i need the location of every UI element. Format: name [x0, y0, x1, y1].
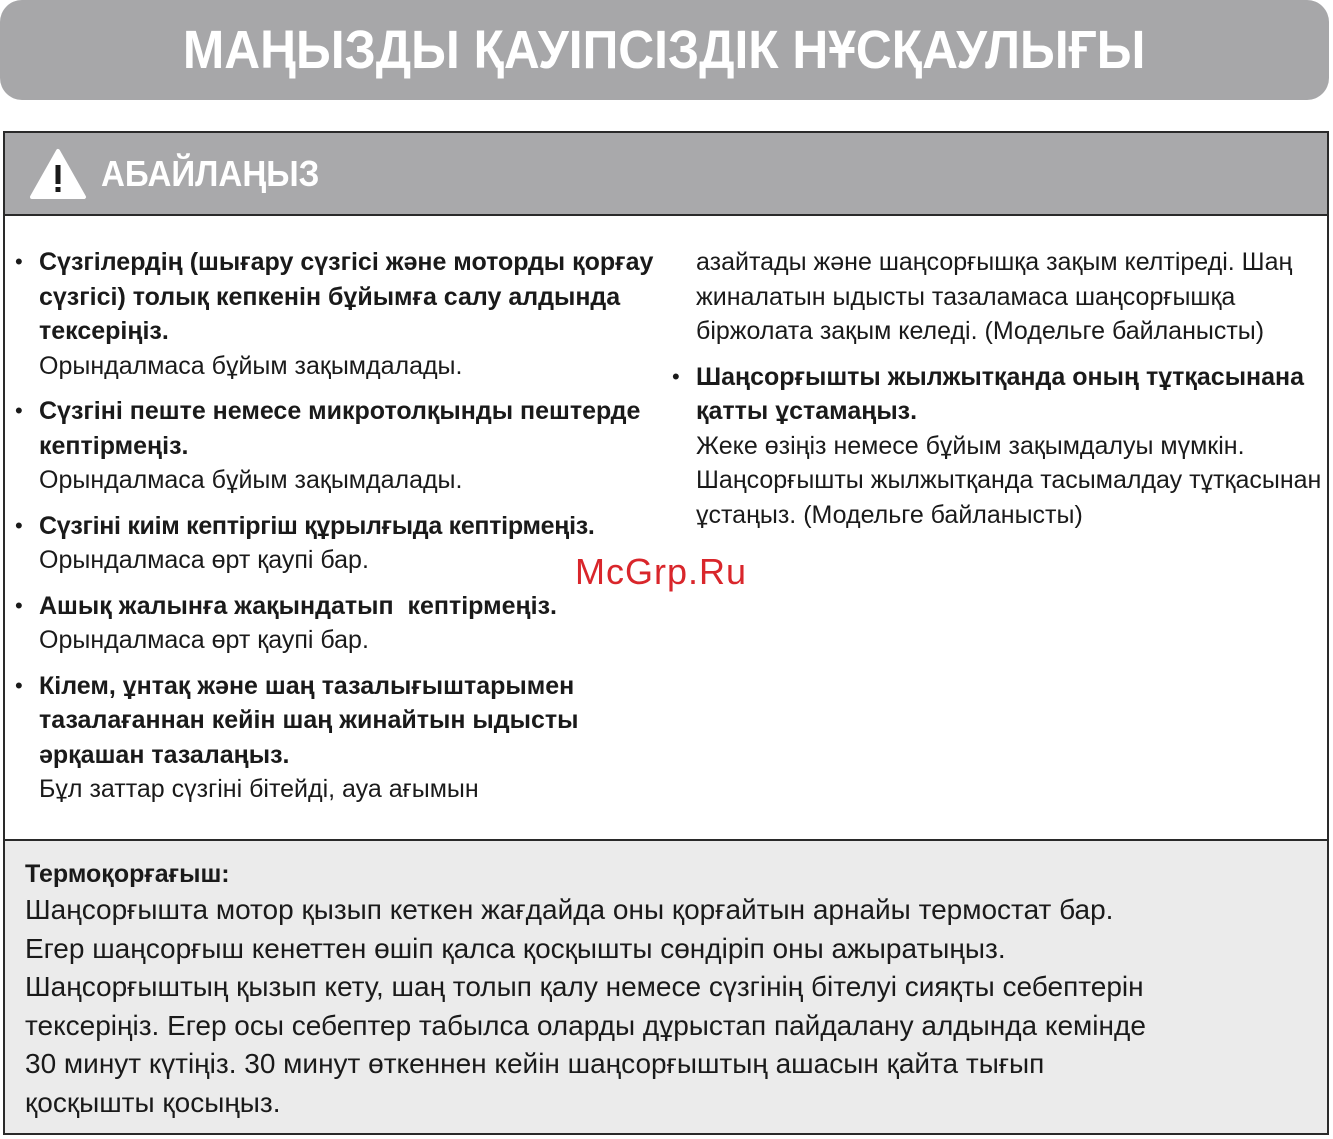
item-heading: Ашық жалынға жақындатып кептірмеңіз.	[39, 591, 557, 620]
bullet: •	[15, 398, 23, 423]
list-item	[13, 669, 678, 807]
warning-triangle-icon	[29, 148, 87, 200]
list-item	[13, 394, 678, 498]
page-title: МАҢЫЗДЫ ҚАУІПСІЗДІК НҰСҚАУЛЫҒЫ	[183, 20, 1146, 80]
thermo-line: қосқышты қосыңыз.	[25, 1086, 281, 1118]
list-item	[13, 509, 678, 578]
bullet: •	[15, 512, 23, 538]
thermo-line: 30 минут күтіңіз. 30 минут өткеннен кейін шаңсорғыштың ашасын қайта тығып	[25, 1048, 1045, 1079]
item-heading: Кілем, ұнтақ және шаң тазалығыштарымен тазалағаннан кейін шаң жинайтын ыдысты әрқашан тазалаңыз.	[39, 671, 579, 769]
thermo-line: Егер шаңсорғыш кенеттен өшіп қалса қосқышты сөндіріп оны ажыратыңыз.	[25, 932, 1006, 964]
title-banner	[0, 0, 1329, 100]
thermo-heading: Термоқорғағыш:	[25, 860, 230, 888]
item-body-note: Шаңсорғышты жылжытқанда тасымалдау тұтқасынан ұстаңыз. (Модельге байланысты)	[696, 466, 1322, 529]
item-heading: Сүзгіні киім кептіргіш құрылғыда кептірмеңіз.	[39, 511, 595, 540]
thermal-protector-note	[5, 839, 1327, 1133]
thermo-line: тексеріңіз. Егер осы себептер табылса оларды дұрыстап пайдалану алдында кемінде	[25, 1009, 1146, 1041]
caution-header	[5, 133, 1327, 216]
item-heading: Сүзгілердің (шығару сүзгісі және моторды қорғау сүзгісі) толық кепкенін бұйымға салу алдында тексеріңіз.	[39, 248, 654, 345]
thermo-line: Шаңсорғыштың қызып кету, шаң толып қалу немесе сүзгінің бітелуі сияқты себептерін	[25, 971, 1144, 1002]
caution-box	[3, 131, 1329, 1135]
bullet: •	[672, 363, 680, 389]
list-item	[670, 360, 1325, 533]
item-heading: Сүзгіні пеште немесе микротолқынды пештерде кептірмеңіз.	[39, 397, 641, 460]
item-body: Орындалмаса өрт қаупі бар.	[39, 546, 369, 574]
item-body: Орындалмаса өрт қаупі бар.	[39, 626, 369, 654]
bullet: •	[15, 249, 23, 274]
list-item	[13, 589, 678, 658]
list-item	[13, 245, 678, 383]
item-body-continued: азайтады және шаңсорғышқа зақым келтіреді. Шаң жиналатын ыдысты тазаламаса шаңсорғышқа біржолата зақым келеді. (Модельге байланысты)	[696, 248, 1293, 345]
item-body: Орындалмаса бұйым зақымдалады.	[39, 466, 463, 494]
thermo-line: Шаңсорғышта мотор қызып кеткен жағдайда оны қорғайтын арнайы термостат бар.	[25, 894, 1114, 925]
bullet: •	[15, 672, 23, 698]
right-column	[670, 245, 1325, 543]
item-body: Жеке өзіңіз немесе бұйым зақымдалуы мүмкін.	[696, 431, 1245, 460]
watermark: McGrp.Ru	[575, 551, 748, 592]
thermo-body	[25, 891, 1327, 1122]
caution-label: АБАЙЛАҢЫЗ	[101, 152, 320, 194]
item-body: Бұл заттар сүзгіні бітейді, ауа ағымын	[39, 775, 479, 803]
item-heading: Шаңсорғышты жылжытқанда оның тұтқасынана қатты ұстамаңыз.	[696, 362, 1305, 425]
bullet: •	[15, 592, 23, 618]
item-body: Орындалмаса бұйым зақымдалады.	[39, 351, 463, 380]
left-column	[13, 245, 678, 818]
